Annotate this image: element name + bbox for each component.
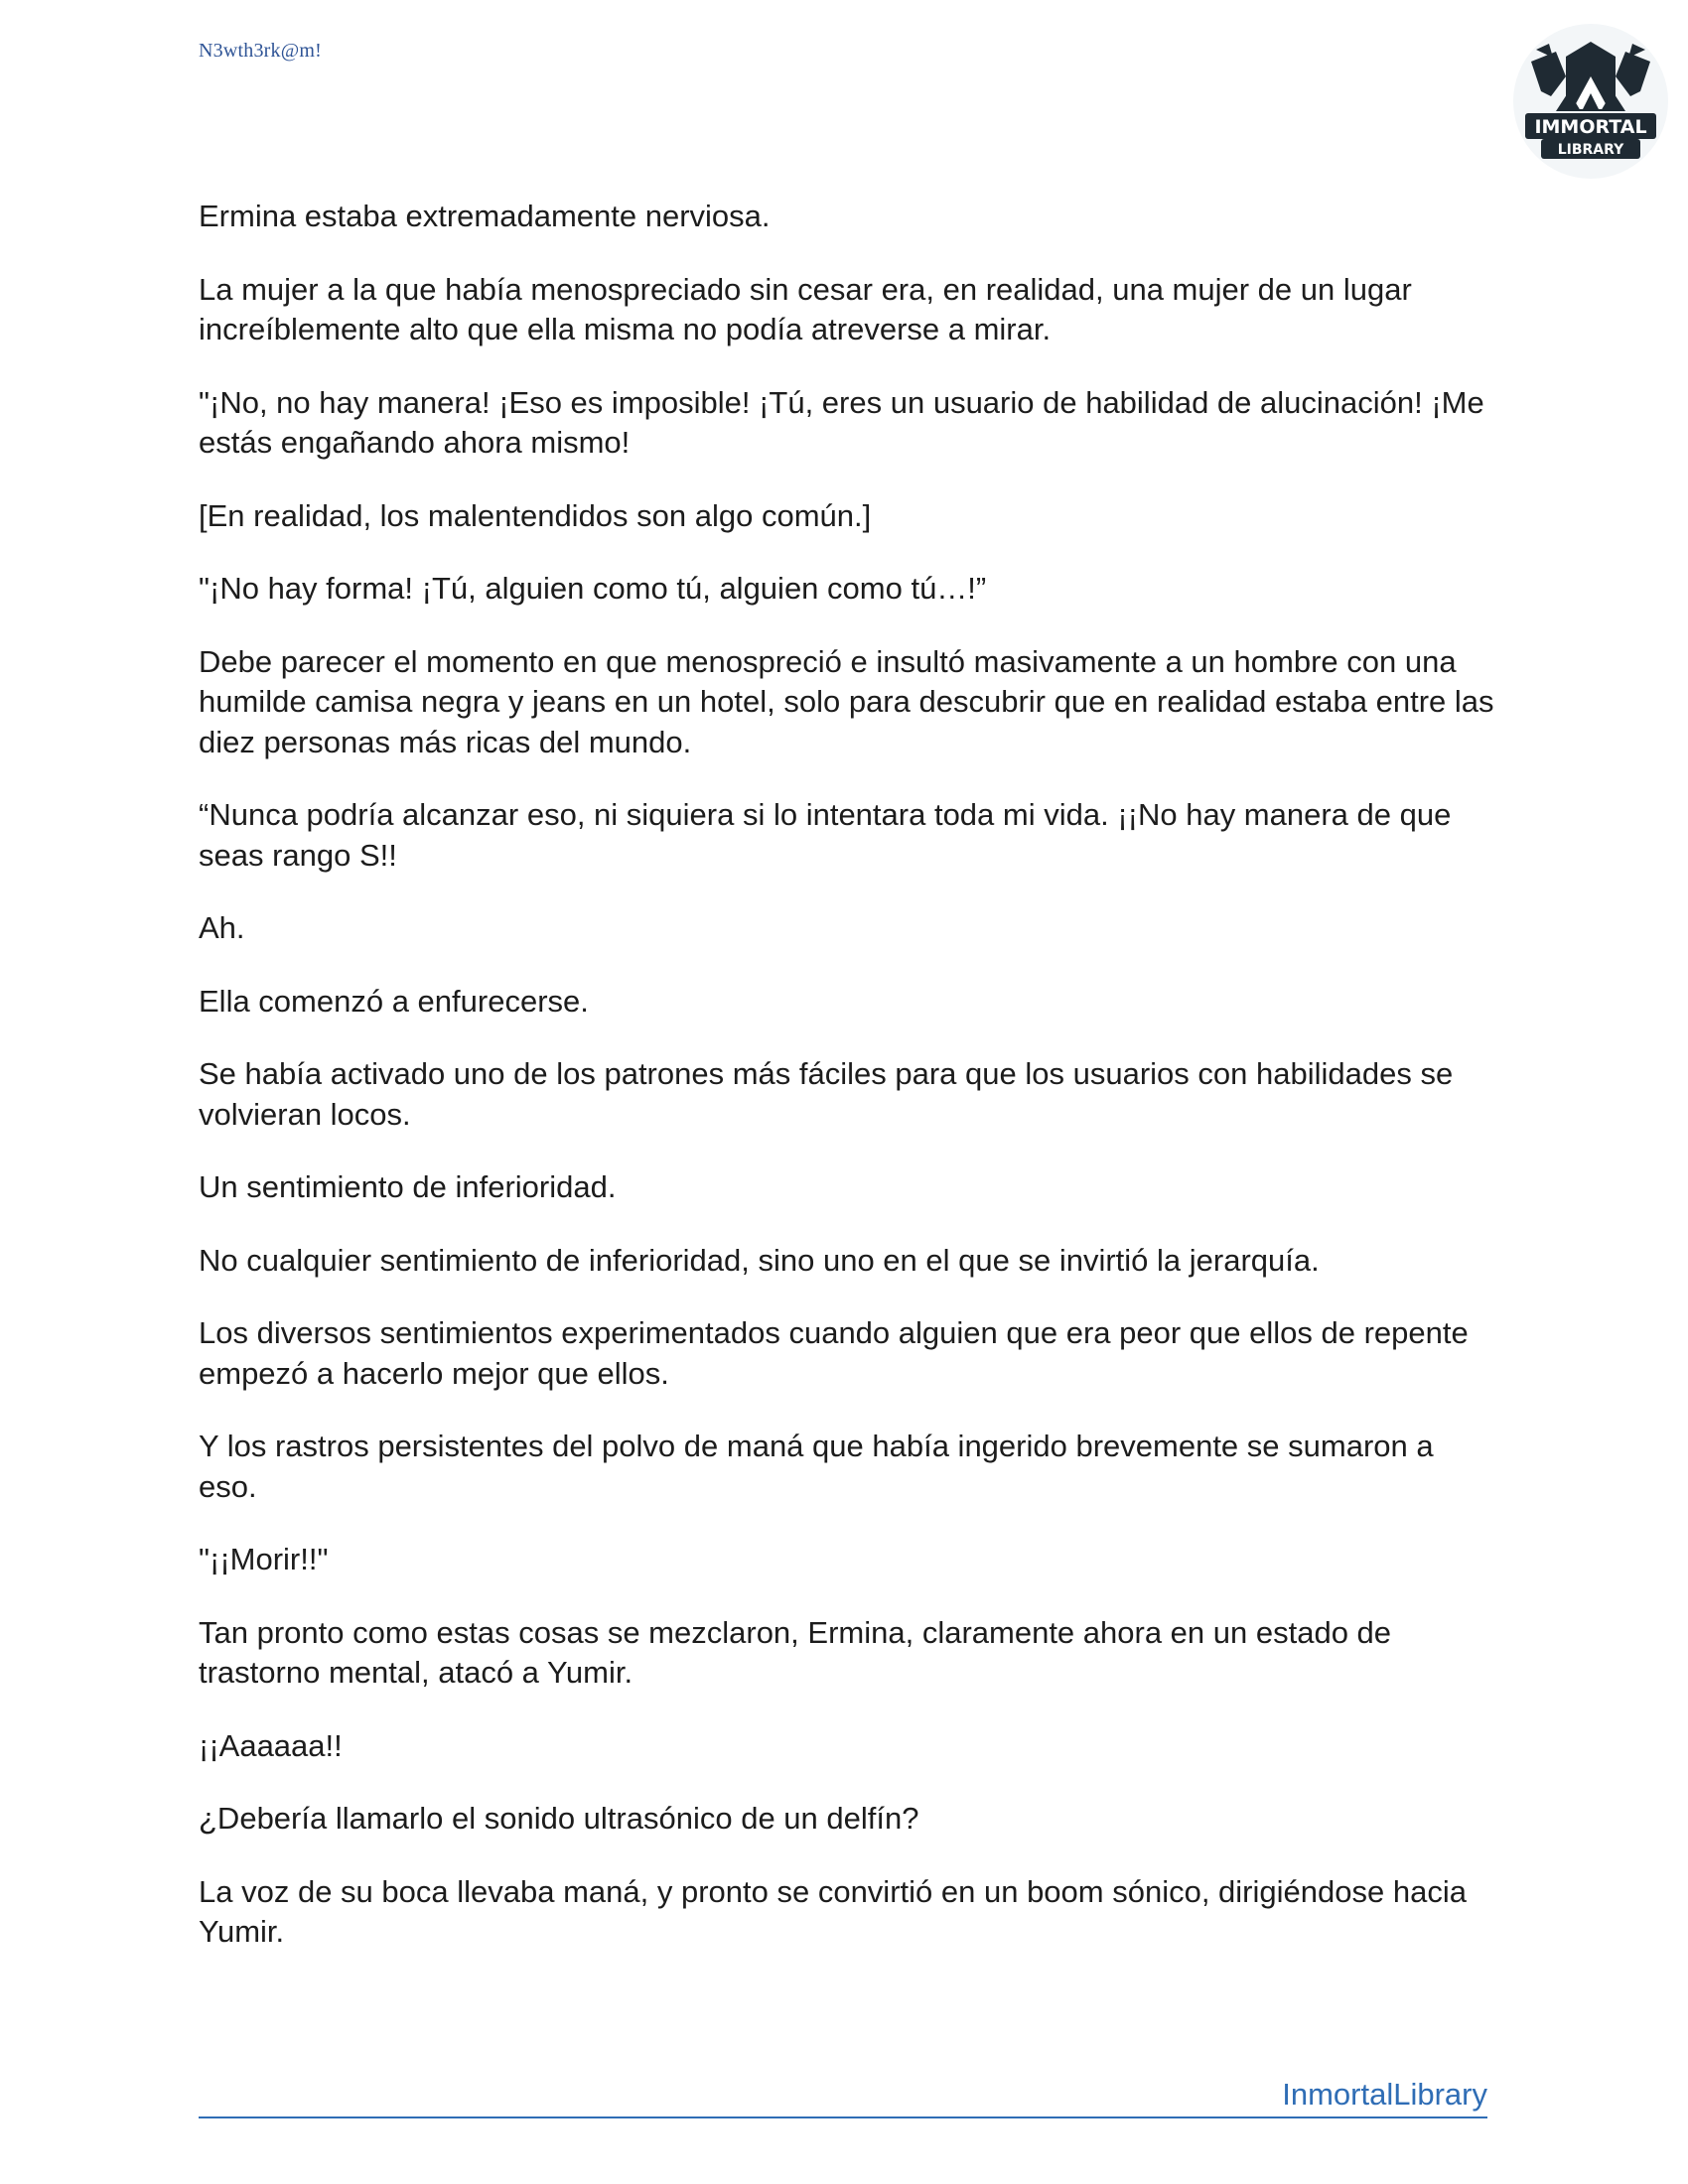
paragraph: Se había activado uno de los patrones más fáciles para que los usuarios con habilidades se volvieran locos. [199, 1056, 1454, 1132]
paragraph: ¡¡Aaaaaa!! [199, 1727, 343, 1763]
paragraph: No cualquier sentimiento de inferioridad, sino uno en el que se invirtió la jerarquía. [199, 1242, 1320, 1278]
logo-text-line2: LIBRARY [1557, 142, 1624, 158]
paragraph: Los diversos sentimientos experimentados cuando alguien que era peor que ellos de repente empezó a hacerlo mejor que ellos. [199, 1315, 1469, 1391]
document-body [199, 197, 1499, 1985]
paragraph: "¡No, no hay manera! ¡Eso es imposible! ¡Tú, eres un usuario de habilidad de alucinación! ¡Me estás engañando ahora mismo! [199, 384, 1484, 460]
paragraph: "¡¡Morir!!" [199, 1542, 329, 1576]
paragraph: La mujer a la que había menospreciado sin cesar era, en realidad, una mujer de un lugar increíblemente alto que ella misma no podía atreverse a mirar. [199, 271, 1412, 346]
paragraph: Ermina estaba extremadamente nerviosa. [199, 199, 771, 233]
paragraph: Un sentimiento de inferioridad. [199, 1169, 617, 1204]
footer-rule [199, 2077, 1487, 2118]
paragraph: Y los rastros persistentes del polvo de maná que había ingerido brevemente se sumaron a eso. [199, 1429, 1434, 1504]
paragraph: Ah. [199, 910, 245, 945]
paragraph: Tan pronto como estas cosas se mezclaron, Ermina, claramente ahora en un estado de trastorno mental, atacó a Yumir. [199, 1614, 1392, 1690]
paragraph: ¿Debería llamarlo el sonido ultrasónico de un delfín? [199, 1801, 919, 1836]
paragraph: “Nunca podría alcanzar eso, ni siquiera si lo intentara toda mi vida. ¡¡No hay manera de que seas rango S!! [199, 797, 1452, 873]
header-watermark-text: N3wth3rk@m! [199, 40, 322, 62]
paragraph: La voz de su boca llevaba maná, y pronto se convirtió en un boom sónico, dirigiéndose hacia Yumir. [199, 1873, 1467, 1949]
logo-emblem-icon [1511, 22, 1670, 181]
paragraph: [En realidad, los malentendidos son algo común.] [199, 497, 872, 533]
immortal-library-logo [1511, 22, 1670, 181]
logo-text-line1: IMMORTAL [1534, 116, 1647, 138]
paragraph: Ella comenzó a enfurecerse. [199, 983, 589, 1019]
paragraph: Debe parecer el momento en que menospreció e insultó masivamente a un hombre con una humilde camisa negra y jeans en un hotel, solo para descubrir que en realidad estaba entre las diez personas más ricas del mundo. [199, 643, 1494, 759]
footer-link[interactable]: InmortalLibrary [1282, 2077, 1487, 2112]
paragraph: "¡No hay forma! ¡Tú, alguien como tú, alguien como tú…!” [199, 571, 987, 606]
